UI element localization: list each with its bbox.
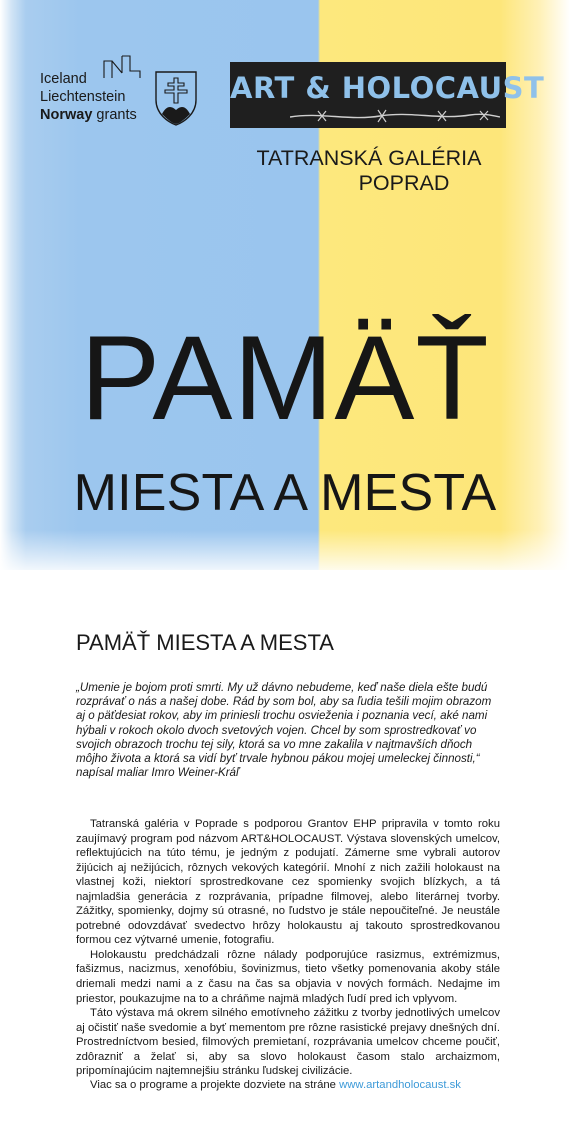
barbed-wire-icon <box>290 108 500 124</box>
eea-line-norway <box>40 106 158 124</box>
artist-quote: „Umenie je bojom proti smrti. My už dávno nebudeme, keď naše diela ešte budú rozprávať o nás a našej dobe. Rád by som bol, aby sa ľudia tešili mojim obrazom aj o päťdesiat rokov, aby im priniesli trochu osvieženia i poznania vecí, aké nami hýbali v rokoch okolo dvoch svetových vojen. Chcel by som sprostredkovať vo svojich obrazoch trochu tej sily, ktorá sa vo mne zakalila v najtmavších dňoch môjho života a ktorá sa vidí byť trvale hybnou pákou mojej umeleckej činnosti,“ napísal maliar Imro Weiner-Kráľ <box>76 681 492 780</box>
eea-grants-mark-icon <box>103 55 141 79</box>
slovak-coat-of-arms-icon <box>154 70 198 126</box>
paragraph-1: Tatranská galéria v Poprade s podporou Grantov EHP pripravila v tomto roku zaujímavý program pod názvom ART&HOLOCAUST. Výstava slovenských umelcov, reflektujúcich na túto tému, je jedným z podujatí. Zámerne sme vybrali autorov žijúcich aj nežijúcich, rôznych vekových kategórií. Mnohí z nich zažili holokaust na vlastnej koži, niektorí sprostredkovane cez spomienky svojich blízkych, a tá najmladšia generácia z rozprávania, prípadne filmovej, alebo literárnej tvorby. Zážitky, spomienky, dojmy sú otrasné, no ľudstvo je stále nepoučiteľné. Je neustále potrebné odovzdávať svedectvo hrôzy holokaustu aj takouto sprostredkovanou formou cez výtvarné umenie, fotografiu. <box>76 818 500 947</box>
document-text <box>76 817 500 1079</box>
paragraph-3: Táto výstava má okrem silného emotívneho zážitku z tvorby jednotlivých umelcov aj očistiť naše svedomie a byť mementom pre rôzne rasistické prejavy dnešných dní. Prostredníctvom besied, filmových premietaní, rozprávania umelcov chceme poučiť, zdôrazniť a želať si, aby sa slovo holokaust časom stalo archaizmom, pripomínajúcim najtemnejšiu stránku ľudskej civilizácie. <box>76 1007 500 1078</box>
document-heading: PAMÄŤ MIESTA A MESTA <box>76 630 334 655</box>
gallery-name-line2: POPRAD <box>358 171 450 195</box>
poster-title: PAMÄŤ <box>80 311 490 445</box>
eea-norway-label: Norway <box>40 107 93 123</box>
eea-line-liechtenstein: Liechtenstein <box>40 89 126 105</box>
document-body <box>0 570 570 1140</box>
eea-line-iceland: Iceland <box>40 71 87 87</box>
more-info-line <box>76 1078 500 1092</box>
gallery-name <box>236 146 502 196</box>
art-logo-text: ART & HOLOCAUST <box>230 71 545 105</box>
eea-grants-label: grants <box>96 107 137 123</box>
paragraph-2: Holokaustu predchádzali rôzne nálady podporujúce rasizmus, extrémizmus, fašizmus, nacizmus, xenofóbiu, šovinizmus, tieto všetky pomenovania akoby stále driemali medzi nami a z času na čas sa objavia v nových formách. Nedajme im priestor, poukazujme na to a chráňme najmä mladých ľudí pred ich vplyvom. <box>76 948 500 1005</box>
more-info-text: Viac sa o programe a projekte dozviete na stráne <box>90 1079 340 1091</box>
project-website-link[interactable]: www.artandholocaust.sk <box>339 1079 461 1091</box>
gallery-name-line1: TATRANSKÁ GALÉRIA <box>256 146 482 170</box>
poster-subtitle: MIESTA A MESTA <box>73 464 497 522</box>
